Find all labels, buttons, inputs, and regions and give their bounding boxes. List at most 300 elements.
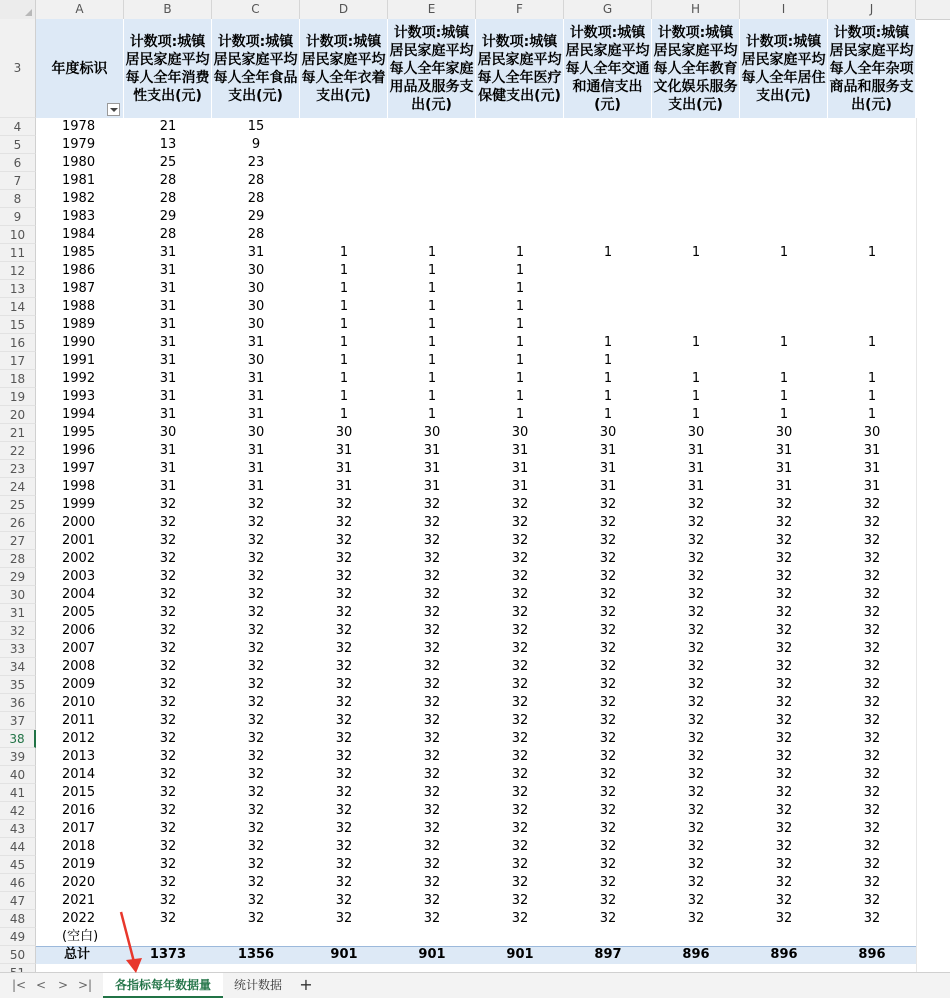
- row-number[interactable]: 6: [0, 154, 36, 172]
- count-cell[interactable]: 32: [247, 911, 265, 926]
- count-cell[interactable]: 31: [687, 461, 705, 476]
- column-letter-d[interactable]: D: [300, 0, 388, 19]
- count-cell[interactable]: 32: [775, 749, 793, 764]
- count-cell[interactable]: 32: [599, 875, 617, 890]
- year-cell[interactable]: 1994: [62, 407, 96, 422]
- count-cell[interactable]: 1: [339, 407, 349, 422]
- row-number[interactable]: 38: [0, 730, 36, 748]
- count-cell[interactable]: 32: [511, 695, 529, 710]
- count-cell[interactable]: 32: [599, 857, 617, 872]
- total-label[interactable]: 总计: [64, 947, 91, 962]
- add-sheet-button[interactable]: +: [299, 975, 313, 994]
- count-cell[interactable]: 32: [687, 587, 705, 602]
- year-cell[interactable]: 1987: [62, 281, 96, 296]
- count-cell[interactable]: 32: [423, 533, 441, 548]
- count-cell[interactable]: 32: [511, 731, 529, 746]
- year-cell[interactable]: 2006: [62, 623, 96, 638]
- count-cell[interactable]: 1: [515, 245, 525, 260]
- count-cell[interactable]: 32: [159, 551, 177, 566]
- count-cell[interactable]: 1: [515, 353, 525, 368]
- count-cell[interactable]: 32: [687, 659, 705, 674]
- count-cell[interactable]: 32: [423, 569, 441, 584]
- count-cell[interactable]: 31: [511, 443, 529, 458]
- count-cell[interactable]: 32: [599, 677, 617, 692]
- count-cell[interactable]: 32: [687, 839, 705, 854]
- count-cell[interactable]: 32: [159, 569, 177, 584]
- last-sheet-button[interactable]: >|: [77, 978, 93, 992]
- count-cell[interactable]: 32: [599, 551, 617, 566]
- row-number[interactable]: 41: [0, 784, 36, 802]
- row-number[interactable]: 27: [0, 532, 36, 550]
- year-cell[interactable]: 2008: [62, 659, 96, 674]
- count-cell[interactable]: 1: [339, 299, 349, 314]
- column-letter-f[interactable]: F: [476, 0, 564, 19]
- count-cell[interactable]: 1: [427, 389, 437, 404]
- count-cell[interactable]: 32: [247, 713, 265, 728]
- count-cell[interactable]: 32: [511, 803, 529, 818]
- count-cell[interactable]: 31: [599, 479, 617, 494]
- count-cell[interactable]: 32: [423, 731, 441, 746]
- count-cell[interactable]: 32: [599, 569, 617, 584]
- count-cell[interactable]: 32: [247, 623, 265, 638]
- count-cell[interactable]: 32: [335, 731, 353, 746]
- count-cell[interactable]: 32: [863, 875, 881, 890]
- header-cell-b[interactable]: [124, 19, 212, 118]
- count-cell[interactable]: 32: [159, 911, 177, 926]
- count-cell[interactable]: 32: [511, 893, 529, 908]
- column-letter-b[interactable]: B: [124, 0, 212, 19]
- count-cell[interactable]: 31: [335, 479, 353, 494]
- count-cell[interactable]: 1: [779, 407, 789, 422]
- count-cell[interactable]: 32: [511, 677, 529, 692]
- count-cell[interactable]: 32: [599, 785, 617, 800]
- year-cell[interactable]: 1992: [62, 371, 96, 386]
- count-cell[interactable]: 30: [247, 263, 265, 278]
- count-cell[interactable]: 31: [247, 443, 265, 458]
- year-cell[interactable]: 2013: [62, 749, 96, 764]
- row-number[interactable]: 29: [0, 568, 36, 586]
- count-cell[interactable]: 32: [423, 803, 441, 818]
- count-cell[interactable]: 32: [335, 623, 353, 638]
- count-cell[interactable]: 32: [599, 821, 617, 836]
- row-number[interactable]: 28: [0, 550, 36, 568]
- year-cell[interactable]: 2017: [62, 821, 96, 836]
- count-cell[interactable]: 32: [423, 857, 441, 872]
- count-cell[interactable]: 1: [427, 353, 437, 368]
- row-number[interactable]: 48: [0, 910, 36, 928]
- count-cell[interactable]: 32: [599, 695, 617, 710]
- count-cell[interactable]: 32: [775, 569, 793, 584]
- count-cell[interactable]: 28: [159, 191, 177, 206]
- count-cell[interactable]: 32: [247, 677, 265, 692]
- count-cell[interactable]: 32: [863, 749, 881, 764]
- row-number[interactable]: 37: [0, 712, 36, 730]
- count-cell[interactable]: 32: [335, 659, 353, 674]
- year-cell[interactable]: 2007: [62, 641, 96, 656]
- year-cell[interactable]: 1997: [62, 461, 96, 476]
- column-letter-j[interactable]: J: [828, 0, 916, 19]
- count-cell[interactable]: 32: [423, 749, 441, 764]
- count-cell[interactable]: 23: [247, 155, 265, 170]
- count-cell[interactable]: 1: [515, 299, 525, 314]
- total-value[interactable]: 1373: [149, 947, 187, 962]
- count-cell[interactable]: 32: [775, 731, 793, 746]
- count-cell[interactable]: 32: [159, 623, 177, 638]
- count-cell[interactable]: 31: [159, 335, 177, 350]
- header-cell-h[interactable]: [652, 19, 740, 118]
- count-cell[interactable]: 32: [775, 677, 793, 692]
- count-cell[interactable]: 32: [159, 785, 177, 800]
- count-cell[interactable]: 32: [335, 695, 353, 710]
- year-cell[interactable]: 2002: [62, 551, 96, 566]
- count-cell[interactable]: 1: [603, 407, 613, 422]
- count-cell[interactable]: 32: [511, 569, 529, 584]
- count-cell[interactable]: 32: [335, 515, 353, 530]
- count-cell[interactable]: 1: [603, 335, 613, 350]
- count-cell[interactable]: 32: [775, 911, 793, 926]
- count-cell[interactable]: 31: [335, 461, 353, 476]
- count-cell[interactable]: 32: [687, 731, 705, 746]
- row-number[interactable]: 4: [0, 118, 36, 136]
- tab-yearly-data-count[interactable]: 各指标每年数据量: [103, 973, 223, 998]
- count-cell[interactable]: 32: [863, 497, 881, 512]
- year-cell[interactable]: 1984: [62, 227, 96, 242]
- year-cell[interactable]: 2016: [62, 803, 96, 818]
- count-cell[interactable]: 30: [247, 425, 265, 440]
- count-cell[interactable]: 31: [687, 443, 705, 458]
- count-cell[interactable]: 31: [159, 461, 177, 476]
- count-cell[interactable]: 1: [427, 371, 437, 386]
- row-number[interactable]: 16: [0, 334, 36, 352]
- count-cell[interactable]: 32: [863, 713, 881, 728]
- count-cell[interactable]: 28: [247, 191, 265, 206]
- count-cell[interactable]: 13: [159, 137, 177, 152]
- count-cell[interactable]: 32: [159, 893, 177, 908]
- row-number[interactable]: 13: [0, 280, 36, 298]
- count-cell[interactable]: 30: [247, 317, 265, 332]
- count-cell[interactable]: 32: [423, 623, 441, 638]
- count-cell[interactable]: 32: [335, 785, 353, 800]
- count-cell[interactable]: 31: [159, 407, 177, 422]
- total-value[interactable]: 896: [858, 947, 886, 962]
- count-cell[interactable]: 32: [423, 515, 441, 530]
- count-cell[interactable]: 32: [863, 677, 881, 692]
- row-number[interactable]: 22: [0, 442, 36, 460]
- count-cell[interactable]: 31: [159, 479, 177, 494]
- year-cell[interactable]: 2022: [62, 911, 96, 926]
- count-cell[interactable]: 32: [247, 803, 265, 818]
- count-cell[interactable]: 32: [335, 875, 353, 890]
- count-cell[interactable]: 32: [863, 767, 881, 782]
- count-cell[interactable]: 32: [247, 497, 265, 512]
- count-cell[interactable]: 1: [779, 371, 789, 386]
- count-cell[interactable]: 32: [863, 821, 881, 836]
- year-cell[interactable]: 1990: [62, 335, 96, 350]
- count-cell[interactable]: 32: [511, 551, 529, 566]
- count-cell[interactable]: 31: [511, 479, 529, 494]
- count-cell[interactable]: 1: [427, 317, 437, 332]
- row-number[interactable]: 39: [0, 748, 36, 766]
- empty-column-area[interactable]: [916, 118, 951, 972]
- count-cell[interactable]: 31: [599, 443, 617, 458]
- row-number[interactable]: 49: [0, 928, 36, 946]
- count-cell[interactable]: 1: [339, 245, 349, 260]
- count-cell[interactable]: 32: [599, 605, 617, 620]
- count-cell[interactable]: 32: [159, 767, 177, 782]
- row-number[interactable]: 32: [0, 622, 36, 640]
- count-cell[interactable]: 1: [339, 317, 349, 332]
- count-cell[interactable]: 32: [775, 497, 793, 512]
- row-number[interactable]: 42: [0, 802, 36, 820]
- count-cell[interactable]: 32: [775, 695, 793, 710]
- header-cell-c[interactable]: [212, 19, 300, 118]
- count-cell[interactable]: 32: [687, 857, 705, 872]
- count-cell[interactable]: 32: [423, 893, 441, 908]
- year-cell[interactable]: 1983: [62, 209, 96, 224]
- count-cell[interactable]: 31: [159, 299, 177, 314]
- count-cell[interactable]: 1: [427, 263, 437, 278]
- count-cell[interactable]: 31: [511, 461, 529, 476]
- count-cell[interactable]: 32: [159, 605, 177, 620]
- count-cell[interactable]: 32: [423, 839, 441, 854]
- row-number[interactable]: 7: [0, 172, 36, 190]
- next-sheet-button[interactable]: >: [57, 978, 69, 992]
- count-cell[interactable]: 32: [423, 587, 441, 602]
- count-cell[interactable]: 32: [599, 911, 617, 926]
- year-cell[interactable]: 1999: [62, 497, 96, 512]
- count-cell[interactable]: 32: [599, 767, 617, 782]
- row-number[interactable]: 46: [0, 874, 36, 892]
- year-cell[interactable]: 2012: [62, 731, 96, 746]
- count-cell[interactable]: 32: [775, 623, 793, 638]
- count-cell[interactable]: 32: [863, 803, 881, 818]
- count-cell[interactable]: 32: [159, 803, 177, 818]
- count-cell[interactable]: 31: [247, 389, 265, 404]
- year-cell[interactable]: 1996: [62, 443, 96, 458]
- count-cell[interactable]: 32: [599, 659, 617, 674]
- count-cell[interactable]: 32: [247, 875, 265, 890]
- count-cell[interactable]: 32: [247, 749, 265, 764]
- count-cell[interactable]: 32: [687, 605, 705, 620]
- count-cell[interactable]: 1: [339, 263, 349, 278]
- count-cell[interactable]: 1: [339, 281, 349, 296]
- count-cell[interactable]: 31: [423, 461, 441, 476]
- row-number[interactable]: 12: [0, 262, 36, 280]
- count-cell[interactable]: 32: [423, 911, 441, 926]
- count-cell[interactable]: 32: [863, 857, 881, 872]
- column-letter-e[interactable]: E: [388, 0, 476, 19]
- count-cell[interactable]: 30: [247, 353, 265, 368]
- count-cell[interactable]: 30: [335, 425, 353, 440]
- count-cell[interactable]: 30: [687, 425, 705, 440]
- count-cell[interactable]: 32: [599, 515, 617, 530]
- count-cell[interactable]: 32: [775, 821, 793, 836]
- count-cell[interactable]: 32: [687, 767, 705, 782]
- count-cell[interactable]: 1: [867, 371, 877, 386]
- count-cell[interactable]: 32: [423, 659, 441, 674]
- count-cell[interactable]: 31: [423, 479, 441, 494]
- count-cell[interactable]: 32: [511, 641, 529, 656]
- count-cell[interactable]: 30: [863, 425, 881, 440]
- count-cell[interactable]: 31: [247, 407, 265, 422]
- count-cell[interactable]: 32: [335, 605, 353, 620]
- count-cell[interactable]: 31: [159, 245, 177, 260]
- count-cell[interactable]: 32: [335, 677, 353, 692]
- count-cell[interactable]: 32: [335, 587, 353, 602]
- count-cell[interactable]: 32: [775, 875, 793, 890]
- count-cell[interactable]: 32: [599, 641, 617, 656]
- count-cell[interactable]: 32: [159, 731, 177, 746]
- row-number[interactable]: 5: [0, 136, 36, 154]
- row-number[interactable]: 3: [0, 19, 36, 118]
- count-cell[interactable]: 31: [335, 443, 353, 458]
- count-cell[interactable]: 31: [423, 443, 441, 458]
- header-cell-a[interactable]: [36, 19, 124, 118]
- count-cell[interactable]: 30: [247, 281, 265, 296]
- count-cell[interactable]: 32: [775, 839, 793, 854]
- year-cell[interactable]: 2009: [62, 677, 96, 692]
- year-cell[interactable]: 2004: [62, 587, 96, 602]
- count-cell[interactable]: 32: [159, 497, 177, 512]
- count-cell[interactable]: 32: [247, 821, 265, 836]
- count-cell[interactable]: 28: [247, 227, 265, 242]
- count-cell[interactable]: 32: [511, 911, 529, 926]
- count-cell[interactable]: 32: [863, 587, 881, 602]
- count-cell[interactable]: 1: [515, 407, 525, 422]
- count-cell[interactable]: 32: [863, 785, 881, 800]
- count-cell[interactable]: 32: [775, 515, 793, 530]
- count-cell[interactable]: 31: [247, 461, 265, 476]
- prev-sheet-button[interactable]: <: [35, 978, 47, 992]
- year-cell[interactable]: 2014: [62, 767, 96, 782]
- year-cell[interactable]: 1985: [62, 245, 96, 260]
- count-cell[interactable]: 32: [599, 749, 617, 764]
- count-cell[interactable]: 32: [247, 893, 265, 908]
- total-value[interactable]: 901: [506, 947, 534, 962]
- year-cell[interactable]: 2011: [62, 713, 96, 728]
- row-number[interactable]: 10: [0, 226, 36, 244]
- row-number[interactable]: 23: [0, 460, 36, 478]
- count-cell[interactable]: 32: [423, 821, 441, 836]
- count-cell[interactable]: 1: [515, 371, 525, 386]
- count-cell[interactable]: 32: [775, 587, 793, 602]
- count-cell[interactable]: 32: [775, 641, 793, 656]
- row-number[interactable]: 8: [0, 190, 36, 208]
- total-value[interactable]: 896: [770, 947, 798, 962]
- count-cell[interactable]: 32: [335, 911, 353, 926]
- count-cell[interactable]: 32: [687, 641, 705, 656]
- count-cell[interactable]: 32: [863, 839, 881, 854]
- count-cell[interactable]: 32: [687, 875, 705, 890]
- header-cell-f[interactable]: [476, 19, 564, 118]
- count-cell[interactable]: 32: [247, 695, 265, 710]
- count-cell[interactable]: 30: [511, 425, 529, 440]
- count-cell[interactable]: 32: [687, 893, 705, 908]
- column-letter-g[interactable]: G: [564, 0, 652, 19]
- row-number[interactable]: 44: [0, 838, 36, 856]
- count-cell[interactable]: 32: [687, 569, 705, 584]
- count-cell[interactable]: 32: [863, 893, 881, 908]
- count-cell[interactable]: 28: [247, 173, 265, 188]
- count-cell[interactable]: 32: [775, 803, 793, 818]
- year-cell[interactable]: 2020: [62, 875, 96, 890]
- count-cell[interactable]: 31: [159, 353, 177, 368]
- first-sheet-button[interactable]: |<: [11, 978, 27, 992]
- row-number[interactable]: 20: [0, 406, 36, 424]
- count-cell[interactable]: 32: [159, 677, 177, 692]
- count-cell[interactable]: 32: [687, 821, 705, 836]
- count-cell[interactable]: 32: [511, 821, 529, 836]
- header-cell-i[interactable]: [740, 19, 828, 118]
- count-cell[interactable]: 32: [335, 713, 353, 728]
- count-cell[interactable]: 31: [159, 371, 177, 386]
- count-cell[interactable]: 32: [159, 749, 177, 764]
- row-number[interactable]: 31: [0, 604, 36, 622]
- count-cell[interactable]: 32: [159, 857, 177, 872]
- year-cell[interactable]: 1988: [62, 299, 96, 314]
- count-cell[interactable]: 32: [511, 713, 529, 728]
- count-cell[interactable]: 1: [515, 317, 525, 332]
- count-cell[interactable]: 32: [775, 659, 793, 674]
- header-cell-g[interactable]: [564, 19, 652, 118]
- count-cell[interactable]: 1: [603, 389, 613, 404]
- count-cell[interactable]: 30: [599, 425, 617, 440]
- count-cell[interactable]: 1: [867, 389, 877, 404]
- count-cell[interactable]: 32: [863, 569, 881, 584]
- row-number[interactable]: 25: [0, 496, 36, 514]
- total-value[interactable]: 1356: [237, 947, 275, 962]
- count-cell[interactable]: 1: [339, 371, 349, 386]
- count-cell[interactable]: 30: [775, 425, 793, 440]
- count-cell[interactable]: 1: [867, 245, 877, 260]
- count-cell[interactable]: 32: [247, 641, 265, 656]
- row-number[interactable]: 47: [0, 892, 36, 910]
- count-cell[interactable]: 32: [423, 767, 441, 782]
- column-letter-i[interactable]: I: [740, 0, 828, 19]
- total-value[interactable]: 897: [594, 947, 622, 962]
- column-letter-a[interactable]: A: [36, 0, 124, 19]
- count-cell[interactable]: 32: [423, 551, 441, 566]
- count-cell[interactable]: 32: [599, 533, 617, 548]
- count-cell[interactable]: 32: [247, 785, 265, 800]
- count-cell[interactable]: 1: [603, 245, 613, 260]
- row-number[interactable]: 35: [0, 676, 36, 694]
- select-all-corner-icon[interactable]: [0, 0, 36, 19]
- count-cell[interactable]: 1: [427, 245, 437, 260]
- count-cell[interactable]: 32: [511, 587, 529, 602]
- year-cell[interactable]: 2010: [62, 695, 96, 710]
- count-cell[interactable]: 32: [159, 695, 177, 710]
- count-cell[interactable]: 31: [863, 461, 881, 476]
- count-cell[interactable]: 32: [687, 623, 705, 638]
- count-cell[interactable]: 32: [687, 803, 705, 818]
- tab-statistics[interactable]: 统计数据: [234, 978, 283, 992]
- column-letter-c[interactable]: C: [212, 0, 300, 19]
- count-cell[interactable]: 32: [775, 605, 793, 620]
- year-cell[interactable]: 1978: [62, 119, 96, 134]
- count-cell[interactable]: 32: [599, 839, 617, 854]
- row-number[interactable]: 34: [0, 658, 36, 676]
- count-cell[interactable]: 32: [863, 641, 881, 656]
- count-cell[interactable]: 31: [599, 461, 617, 476]
- count-cell[interactable]: 28: [159, 173, 177, 188]
- year-cell[interactable]: 2021: [62, 893, 96, 908]
- count-cell[interactable]: 30: [247, 299, 265, 314]
- count-cell[interactable]: 32: [247, 587, 265, 602]
- count-cell[interactable]: 32: [599, 713, 617, 728]
- count-cell[interactable]: 29: [247, 209, 265, 224]
- count-cell[interactable]: 32: [335, 551, 353, 566]
